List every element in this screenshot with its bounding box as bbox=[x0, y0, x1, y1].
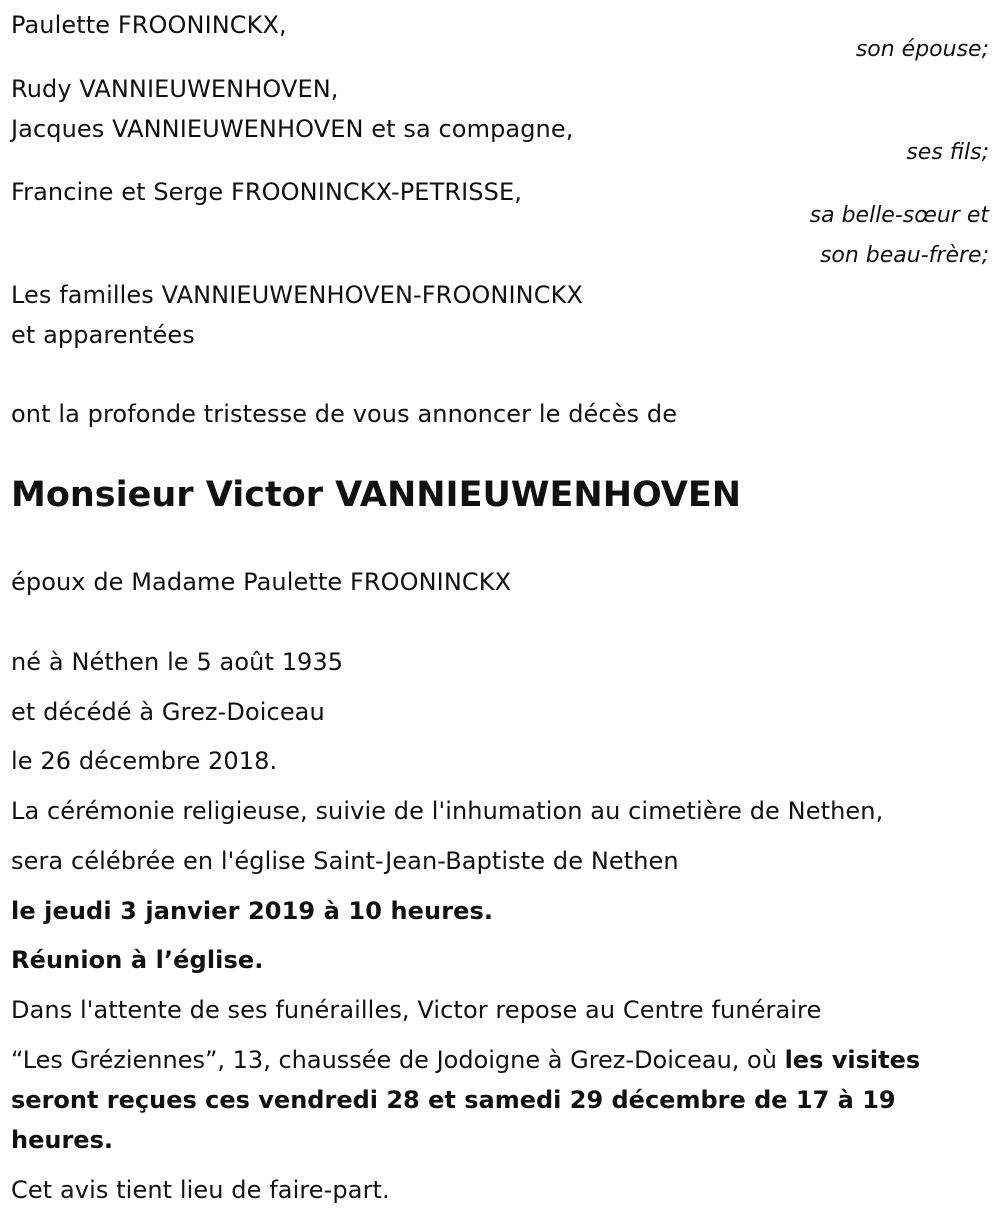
spouse-of: époux de Madame Paulette FROONINCKX bbox=[11, 568, 512, 596]
visit-hours: les visites seront reçues ces vendredi 28 et samedi 29 décembre de 17 à 19 heures. bbox=[11, 1046, 921, 1154]
rest-line-2: “Les Gréziennes”, 13, chaussée de Jodoigne à Grez-Doiceau, où bbox=[11, 1046, 777, 1074]
sons-role: ses fils; bbox=[906, 140, 989, 165]
in-laws-name: Francine et Serge FROONINCKX-PETRISSE, bbox=[11, 178, 522, 206]
deceased-name: Monsieur Victor VANNIEUWENHOVEN bbox=[11, 475, 742, 515]
son-name-1: Rudy VANNIEUWENHOVEN, bbox=[11, 75, 339, 103]
death-place: et décédé à Grez-Doiceau bbox=[11, 698, 325, 726]
rest-and-visits bbox=[11, 1040, 986, 1160]
announcement-intro: ont la profonde tristesse de vous annoncer le décès de bbox=[11, 400, 678, 428]
families-line-2: et apparentées bbox=[11, 321, 195, 349]
ceremony-when: le jeudi 3 janvier 2019 à 10 heures. bbox=[11, 897, 494, 925]
closing-note: Cet avis tient lieu de faire-part. bbox=[11, 1176, 390, 1204]
meeting-place: Réunion à l’église. bbox=[11, 946, 264, 974]
spouse-role: son épouse; bbox=[855, 37, 989, 62]
ceremony-line-1: La cérémonie religieuse, suivie de l'inhumation au cimetière de Nethen, bbox=[11, 797, 884, 825]
death-date: le 26 décembre 2018. bbox=[11, 747, 278, 775]
in-laws-role-line-2: son beau-frère; bbox=[819, 243, 989, 268]
families-line-1: Les familles VANNIEUWENHOVEN-FROONINCKX bbox=[11, 281, 583, 309]
ceremony-line-2: sera célébrée en l'église Saint-Jean-Baptiste de Nethen bbox=[11, 847, 679, 875]
birth-info: né à Néthen le 5 août 1935 bbox=[11, 648, 344, 676]
son-name-2: Jacques VANNIEUWENHOVEN et sa compagne, bbox=[11, 115, 574, 143]
rest-line-1: Dans l'attente de ses funérailles, Victor repose au Centre funéraire bbox=[11, 996, 822, 1024]
spouse-name: Paulette FROONINCKX, bbox=[11, 11, 287, 39]
in-laws-role-line-1: sa belle-sœur et bbox=[809, 203, 989, 228]
